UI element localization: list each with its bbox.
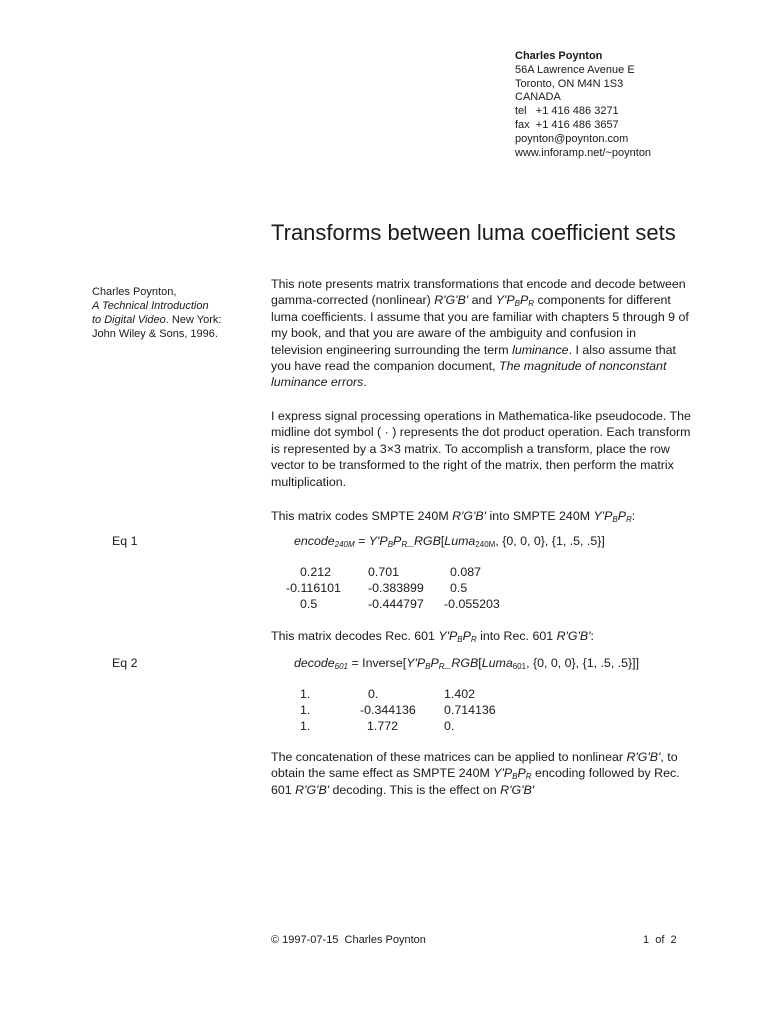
matrix-cell: 1. [300, 719, 311, 733]
matrix-cell: 0.212 [300, 565, 332, 579]
citation-sidenote [92, 285, 221, 341]
matrix-row [286, 580, 500, 596]
encode-intro: This matrix codes SMPTE 240M R'G'B' into SMPTE 240M $Y'P_BP_R$: [271, 509, 636, 524]
decode-matrix [300, 686, 496, 734]
citation-place: . New York: [165, 314, 222, 326]
equation-1: encode$_{240M}$ = $Y'P_BP_R\_RGB[Luma_{240M}$, {0, 0, 0}, {1, .5, .5}] [294, 534, 605, 549]
matrix-row [286, 564, 500, 580]
footer-copyright: © 1997-07-15 Charles Poynton [271, 934, 426, 946]
equation-2: decode$_{601}$ = $Inverse[Y'P_BP_R\_RGB[Luma_{601}$, {0, 0, 0}, {1, .5, .5}]] [294, 656, 640, 671]
matrix-cell: 1. [300, 687, 311, 701]
author-name: Charles Poynton [515, 50, 603, 62]
address-city: Toronto, ON M4N 1S3 [515, 77, 624, 90]
encode-matrix [286, 564, 500, 612]
document-title: Transforms between luma coefficient sets [271, 220, 676, 245]
matrix-row [300, 718, 496, 734]
matrix-cell: -0.055203 [444, 597, 500, 611]
citation-author: Charles Poynton, [92, 286, 177, 298]
address-fax: fax +1 416 486 3657 [515, 118, 619, 131]
address-email[interactable]: poynton@poynton.com [515, 132, 629, 145]
footer-page-number: 1 of 2 [643, 934, 677, 946]
citation-publisher: John Wiley & Sons, 1996. [92, 328, 218, 340]
address-street: 56A Lawrence Avenue E [515, 63, 635, 76]
concatenation-paragraph: The concatenation of these matrices can be applied to nonlinear R'G'B', to obtain the same effect as SMPTE 240M $Y'P_BP_R$ encoding followed by Rec. 601 R'G'B' decoding. This is the effect on R'G'B' [271, 750, 680, 797]
matrix-row [286, 596, 500, 612]
matrix-row [300, 686, 496, 702]
equation-label-2: Eq 2 [112, 656, 138, 670]
matrix-cell: 0.087 [450, 565, 482, 579]
citation-book-title-2: to Digital Video [92, 314, 166, 326]
address-country: CANADA [515, 91, 561, 104]
matrix-cell: 1.402 [444, 687, 476, 701]
matrix-cell: 0. [444, 719, 455, 733]
matrix-cell: 1.772 [367, 719, 399, 733]
matrix-cell: 1. [300, 703, 311, 717]
equation-label-1: Eq 1 [112, 534, 138, 548]
matrix-cell: -0.444797 [368, 597, 424, 611]
matrix-cell: 0.5 [450, 581, 468, 595]
matrix-cell: 0.701 [368, 565, 400, 579]
address-web[interactable]: www.inforamp.net/~poynton [515, 146, 652, 159]
matrix-cell: -0.116101 [286, 581, 341, 595]
address-tel: tel +1 416 486 3271 [515, 105, 619, 118]
matrix-cell: -0.344136 [360, 703, 416, 717]
matrix-row [300, 702, 496, 718]
matrix-cell: -0.383899 [368, 581, 424, 595]
intro-paragraph: This note presents matrix transformations that encode and decode between gamma-corrected (nonlinear) R'G'B' and $Y'P_BP_R$ components for different luma coefficients. I assume that you are familiar with chapters 5 through 9 of my book, and that you are aware of the ambiguity and confusion in television engineering surrounding the term luminance. I also assume that you have read the companion document, The magnitude of nonconstant luminance errors. [271, 277, 689, 390]
decode-intro: This matrix decodes Rec. 601 $Y'P_BP_R$ into Rec. 601 R'G'B': [271, 629, 594, 644]
pseudocode-paragraph: I express signal processing operations in Mathematica-like pseudocode. The midline dot symbol ( · ) represents the dot product operation. Each transform is represented by a 3×3 matrix. To accomplish a transform, place the row vector to be transformed to the right of the matrix, then perform the matrix multiplication. [271, 409, 691, 489]
citation-book-title-1: A Technical Introduction [92, 300, 209, 312]
matrix-cell: 0. [368, 687, 379, 701]
author-address-block [515, 50, 651, 160]
matrix-cell: 0.714136 [444, 703, 496, 717]
matrix-cell: 0.5 [300, 597, 318, 611]
